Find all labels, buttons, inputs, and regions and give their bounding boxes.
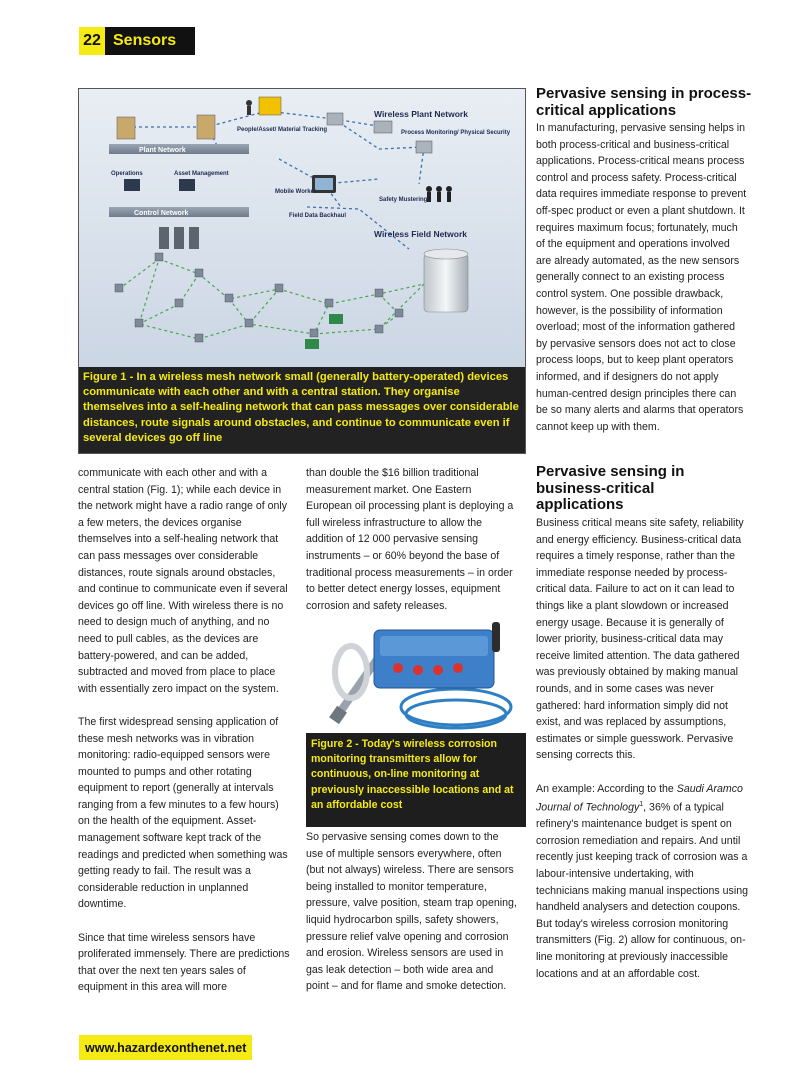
label-plant-network: Plant Network [139,147,186,154]
footnote-marker: 1 [639,801,644,809]
page-header [79,27,195,55]
section-title: Sensors [105,27,195,55]
col1-paragraph: communicate with each other and with a central station (Fig. 1); while each device in the network might have a radio range of only a few meters, the devices organise themselves into a self-healing network that can pass messages over considerable distances, route signals around obstacles, and continue to communicate even if several devices go off line. With wireless there is no need to design much of anything, and no need to pull cables, as the devices are battery-powered, and can be added, subtracted and moved from place to place with essentially zero impact on the system. [78,467,288,695]
col3-paragraph-1 [536,120,748,452]
label-safety-mustering: Safety Mustering [379,197,428,203]
label-field-data-backhaul: Field Data Backhaul [289,213,347,219]
label-people-asset: People/Asset/ Material Tracking [237,127,328,133]
heading-business-critical: Pervasive sensing in business-critical applications [536,463,685,513]
heading-process-critical: Pervasive sensing in process-critical applications [536,85,752,119]
journal-title: Saudi Aramco Journal of Technology [536,782,743,814]
col3-paragraph-2 [536,515,748,999]
label-control-network: Control Network [134,210,189,217]
example-intro: An example: According to the [536,782,677,795]
footer-url[interactable]: www.hazardexonthenet.net [79,1035,252,1060]
label-wireless-field-network: Wireless Field Network [374,229,467,239]
page-number: 22 [79,27,105,55]
label-operations: Operations [111,171,143,177]
col3-paragraph [536,781,748,983]
label-mobile-worker: Mobile Worker [275,189,317,195]
figure-2-image [306,622,526,734]
col3-paragraph: Business critical means site safety, reliability and energy efficiency. Business-critical data requires a timely response, rather than the immediate response needed by process-critical data. Failure to act on it can lead to things like a plant slowdown or increased energy usage. Because it is generally of lower priority, business-critical data may receive limited attention. The data gathered was previously obtained by making manual rounds, and in some cases was never gathered: hard information simply did not exist, and was replaced by assumptions, estimates or simple guesswork. Pervasive sensing corrects this. [536,517,744,762]
network-diagram-svg [79,89,525,367]
column-2-bottom [306,829,518,1012]
figure-2-caption: Figure 2 - Today's wireless corrosion monitoring transmitters allow for continuous, on-line monitoring at previously inaccessible locations and at an affordable cost [306,733,526,827]
corrosion-transmitter-image [306,622,526,734]
label-process-monitoring: Process Monitoring/ Physical Security [401,130,511,136]
wireless-network-diagram [79,89,525,367]
figure-1-caption: Figure 1 - In a wireless mesh network small (generally battery-operated) devices communicate with each other and with a central station. They organise themselves into a self-healing network that can pass messages over considerable distances, route signals around obstacles, and continue to communicate even if several devices go off line [83,371,519,444]
col1-paragraph: The first widespread sensing application of these mesh networks was in vibration monitoring: radio-equipped sensors were mounted to pumps and other rotating equipment to report (generally at intervals ranging from a few minutes to a few hours) on the health of the equipment. Asset-management software kept track of the readings and predicted when something was getting ready to fail. The result was a considerable reduction in unplanned downtime. [78,715,288,911]
column-1 [78,465,290,1013]
label-asset-management: Asset Management [174,171,229,177]
col2-paragraph: than double the $16 billion traditional measurement market. One Eastern European oil processing plant is deploying a full wireless infrastructure to allow the addition of 12 000 pervasive sensing instruments – or 60% beyond the base of traditional process measurements – in order to better detect energy losses, equipment corrosion and safety releases. [306,467,514,612]
label-wireless-plant-network: Wireless Plant Network [374,109,468,119]
col2-paragraph: So pervasive sensing comes down to the use of multiple sensors everywhere, often (but not always) wireless. There are sensors being installed to monitor temperature, pressure, valve position, steam trap opening, liquid hydrocarbon spills, safety showers, pressure relief valve opening and corrosion and erosion. Wireless sensors are used in gas leak detection – both wide area and point – and for flame and smoke detection. [306,831,517,993]
column-2-top [306,465,518,631]
col1-paragraph: Since that time wireless sensors have proliferated immensely. There are predictions that over the next ten years sales of equipment in this area will more [78,931,290,994]
example-body: , 36% of a typical refinery's maintenance budget is spent on corrosion remediation and repairs. And until recently just keeping track of corrosion was a labour-intensive undertaking, with technicians making manual inspections using handheld analysers and detection coupons. But today's wireless corrosion monitoring transmitters (Fig. 2) allow for continuous, on-line monitoring at previously inaccessible locations and at an affordable cost. [536,801,748,980]
col3-paragraph: In manufacturing, pervasive sensing helps in both process-critical and business-critical applications. Process-critical means process control and process safety. Process-critical data requires immediate response to prevent off-spec product or even a plant shutdown. It requires maximum focus; fortunately, much of the equipment and operations involved are already automated, as the new sensors generally connect to an existing process control system. One possible drawback, however, is the possibility of information overload; most of the information gathered by pervasive sensors does not act to close process loops, but to keep plant operators informed, and if designers do not apply human-centred design principles there can be so many alerts and alarms that operators cannot keep up with them. [536,122,747,433]
figure-1 [78,88,526,454]
